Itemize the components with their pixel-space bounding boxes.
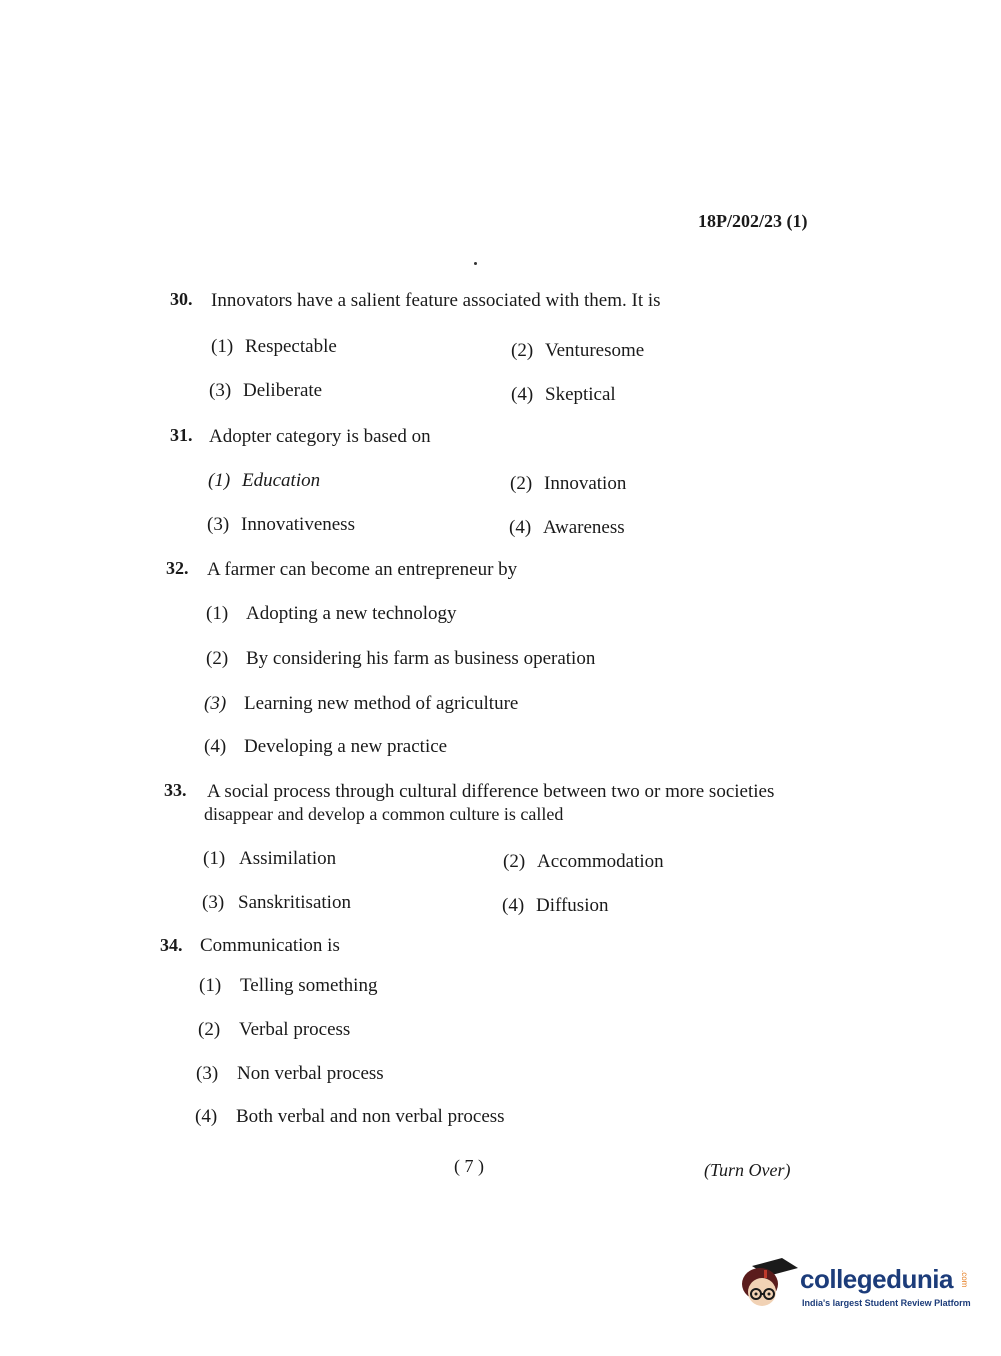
question-34-option-3 [196, 1063, 384, 1085]
option-number: (3) [207, 514, 230, 535]
collegedunia-watermark [738, 1252, 971, 1322]
option-text: Skeptical [545, 384, 616, 405]
question-31-number: 31. [170, 425, 193, 445]
option-number: (1) [206, 603, 229, 624]
option-number: (1) [199, 975, 222, 996]
question-33-text-line2: disappear and develop a common culture is called [204, 804, 564, 824]
question-33-option-2 [503, 851, 664, 873]
question-34-option-4 [195, 1106, 505, 1128]
option-number: (3) [196, 1063, 219, 1084]
question-34-number: 34. [160, 935, 183, 955]
question-30-text: Innovators have a salient feature associated with them. It is [211, 290, 661, 311]
option-number: (2) [206, 648, 229, 669]
question-34-option-1 [199, 975, 377, 997]
question-32-option-2 [206, 648, 595, 670]
option-text: Innovation [544, 473, 627, 494]
page-number: ( 7 ) [454, 1156, 484, 1176]
question-32-option-1 [206, 603, 457, 625]
option-number: (4) [195, 1106, 218, 1127]
question-30-option-2 [511, 340, 644, 362]
option-text: Developing a new practice [244, 736, 448, 757]
option-text: Adopting a new technology [246, 603, 457, 624]
option-number: (3) [204, 693, 227, 714]
question-33-text-line1: A social process through cultural difference between two or more societies [207, 781, 775, 802]
question-30-option-1 [211, 336, 337, 358]
option-text: Education [242, 470, 321, 491]
option-number: (2) [198, 1019, 221, 1040]
option-number: (2) [510, 473, 533, 494]
question-31-option-2 [510, 473, 626, 495]
question-31-option-4 [509, 517, 625, 539]
question-30-option-3 [209, 380, 322, 402]
question-33-option-4 [502, 895, 608, 917]
option-number: (4) [511, 384, 534, 405]
option-text: Accommodation [537, 851, 664, 872]
option-number: (1) [208, 470, 231, 491]
turn-over-note: (Turn Over) [704, 1160, 791, 1180]
question-33-number: 33. [164, 780, 187, 800]
question-32-option-4 [204, 736, 447, 758]
option-text: Both verbal and non verbal process [236, 1106, 505, 1127]
option-text: Learning new method of agriculture [244, 693, 519, 714]
question-31-option-1 [208, 470, 320, 492]
option-number: (2) [511, 340, 534, 361]
option-text: Deliberate [243, 380, 323, 401]
question-33-option-1 [203, 848, 336, 870]
question-34-text: Communication is [200, 935, 340, 956]
option-text: Diffusion [536, 895, 609, 916]
option-text: By considering his farm as business operation [246, 648, 596, 669]
option-number: (4) [509, 517, 532, 538]
option-number: (4) [204, 736, 227, 757]
question-32-text: A farmer can become an entrepreneur by [207, 559, 518, 580]
option-text: Awareness [543, 517, 625, 538]
option-number: (2) [503, 851, 526, 872]
mascot-icon [738, 1252, 800, 1314]
option-text: Non verbal process [237, 1063, 384, 1084]
question-34-option-2 [198, 1019, 350, 1041]
option-number: (3) [209, 380, 232, 401]
logo-domain-suffix: .com [960, 1270, 969, 1288]
question-30-number: 30. [170, 289, 193, 309]
logo-brand: collegedunia [800, 1264, 953, 1294]
option-text: Assimilation [239, 848, 337, 869]
option-number: (1) [211, 336, 234, 357]
stray-dot [474, 262, 477, 265]
question-32-option-3 [204, 693, 518, 715]
question-31-text: Adopter category is based on [209, 426, 431, 447]
option-text: Venturesome [545, 340, 645, 361]
option-text: Respectable [245, 336, 337, 357]
option-number: (1) [203, 848, 226, 869]
question-33-option-3 [202, 892, 351, 914]
option-number: (4) [502, 895, 525, 916]
logo-tagline: India's largest Student Review Platform [802, 1298, 971, 1308]
question-30-option-4 [511, 384, 616, 406]
option-text: Sanskritisation [238, 892, 351, 913]
option-text: Telling something [240, 975, 378, 996]
question-32-number: 32. [166, 558, 189, 578]
question-31-option-3 [207, 514, 355, 536]
option-text: Innovativeness [241, 514, 355, 535]
option-text: Verbal process [239, 1019, 351, 1040]
paper-code: 18P/202/23 (1) [698, 211, 808, 231]
option-number: (3) [202, 892, 225, 913]
